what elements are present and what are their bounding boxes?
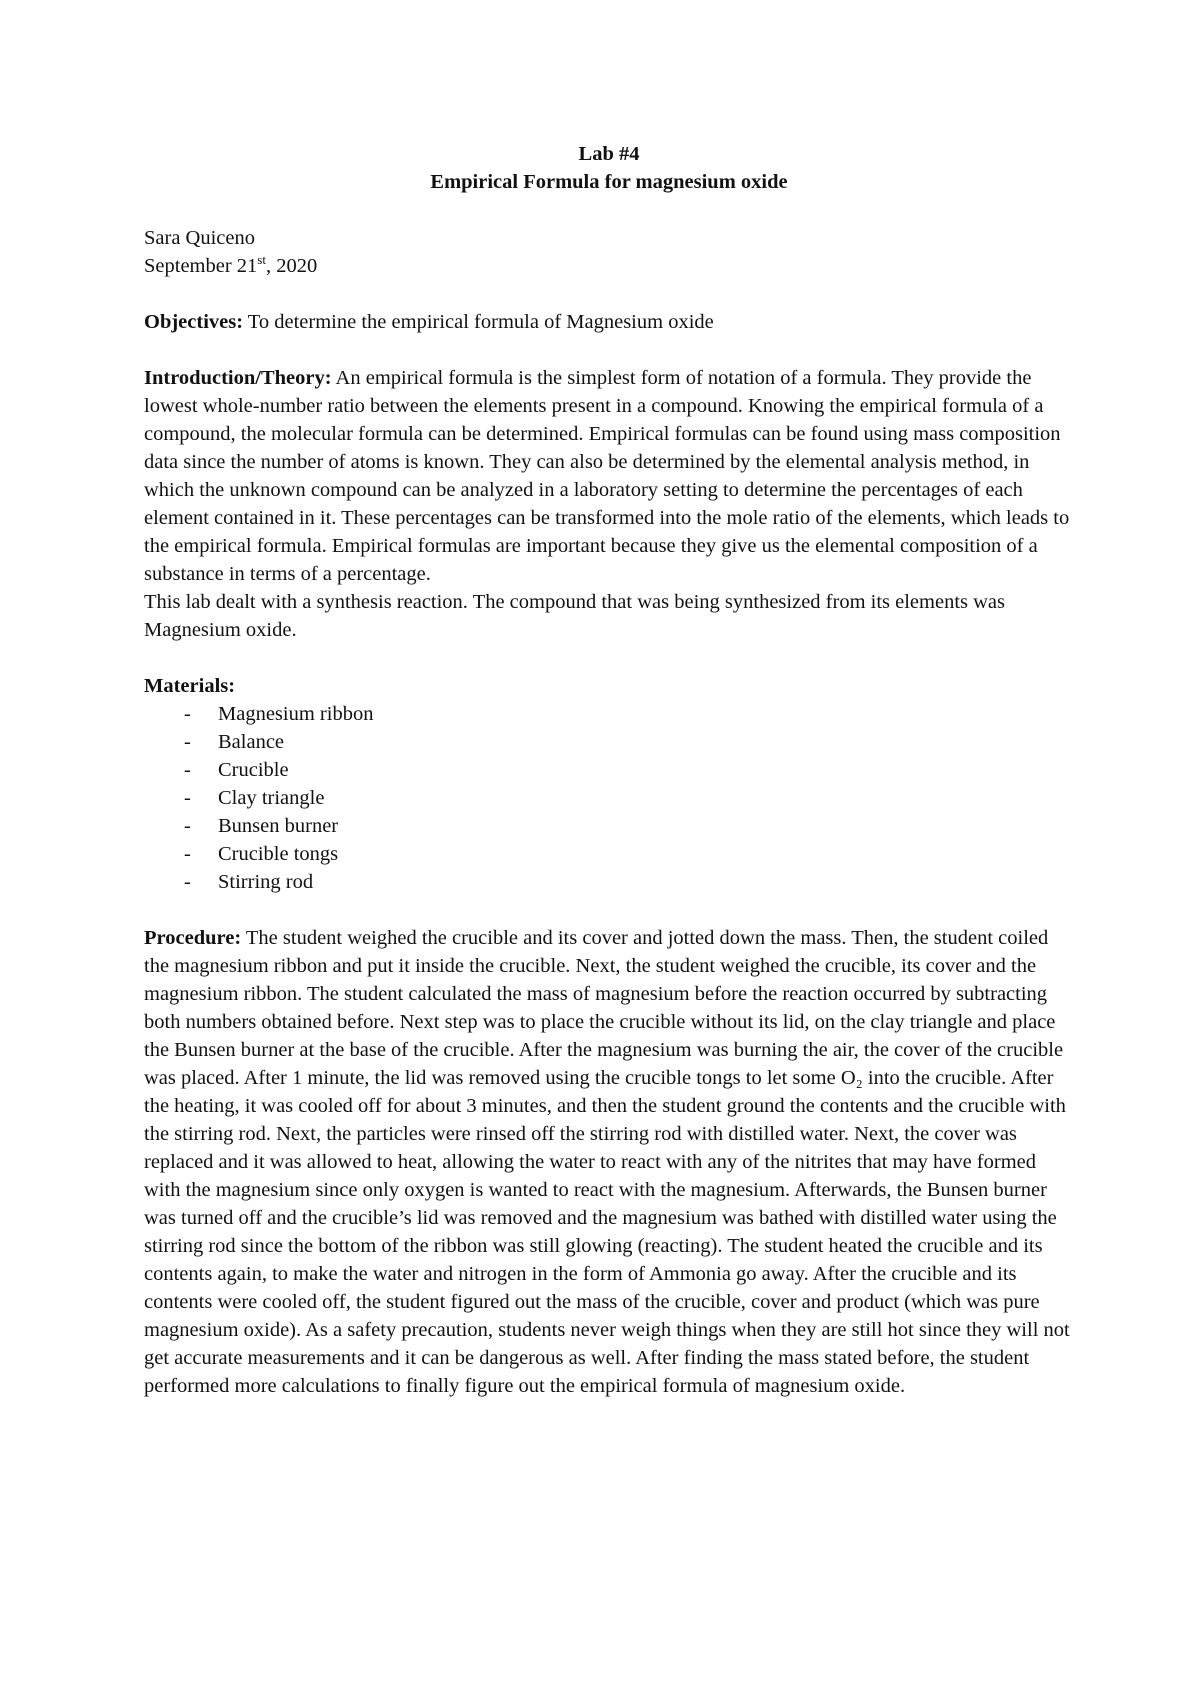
material-name: Magnesium ribbon	[218, 703, 374, 725]
spacer	[144, 336, 1074, 364]
list-item	[144, 728, 1074, 756]
list-item	[144, 756, 1074, 784]
materials-list	[144, 700, 1074, 896]
date-prefix: September 21	[144, 255, 258, 277]
material-name: Bunsen burner	[218, 815, 339, 837]
lab-number-heading: Lab #4	[578, 143, 640, 165]
list-dash: -	[184, 731, 191, 753]
introduction-section	[144, 364, 1074, 588]
introduction-paragraph-2: This lab dealt with a synthesis reaction. The compound that was being synthesized from its elements was Magnesium oxide.	[144, 591, 1005, 641]
objectives-label: Objectives:	[144, 311, 244, 333]
materials-label: Materials:	[144, 675, 236, 697]
date-ordinal-suffix: st	[257, 252, 266, 268]
material-name: Stirring rod	[218, 871, 314, 893]
list-item	[144, 812, 1074, 840]
spacer	[144, 280, 1074, 308]
list-dash: -	[184, 843, 191, 865]
objectives-section	[144, 308, 1074, 336]
material-name: Crucible tongs	[218, 843, 339, 865]
title-block	[144, 140, 1074, 196]
list-item	[144, 868, 1074, 896]
list-item	[144, 784, 1074, 812]
report-date	[144, 252, 1074, 280]
list-dash: -	[184, 703, 191, 725]
spacer	[144, 196, 1074, 224]
material-name: Balance	[218, 731, 285, 753]
procedure-text: The student weighed the crucible and its cover and jotted down the mass. Then, the student coiled the magnesium ribbon and put it inside the crucible. Next, the student weighed the crucible, its cover and the magnesium ribbon. The student calculated the mass of magnesium before the reaction occurred by subtracting both numbers obtained before. Next step was to place the crucible without its lid, on the clay triangle and place the Bunsen burner at the base of the crucible. After the magnesium was burning the air, the cover of the crucible was placed. After 1 minute, the lid was removed using the crucible tongs to let some O₂ into the crucible. After the heating, it was cooled off for about 3 minutes, and then the student ground the contents and the crucible with the stirring rod. Next, the particles were rinsed off the stirring rod with distilled water. Next, the cover was replaced and it was allowed to heat, allowing the water to react with any of the nitrites that may have formed with the magnesium since only oxygen is wanted to react with the magnesium. Afterwards, the Bunsen burner was turned off and the crucible’s lid was removed and the magnesium was bathed with distilled water using the stirring rod since the bottom of the ribbon was still glowing (reacting). The student heated the crucible and its contents again, to make the water and nitrogen in the form of Ammonia go away. After the crucible and its contents were cooled off, the student figured out the mass of the crucible, cover and product (which was pure magnesium oxide). As a safety precaution, students never weigh things when they are still hot since they will not get accurate measurements and it can be dangerous as well. After finding the mass stated before, the student performed more calculations to finally figure out the empirical formula of magnesium oxide.	[144, 927, 1070, 1397]
introduction-label: Introduction/Theory:	[144, 367, 332, 389]
spacer	[144, 644, 1074, 672]
objectives-text: To determine the empirical formula of Magnesium oxide	[243, 311, 714, 333]
procedure-label: Procedure:	[144, 927, 242, 949]
list-item	[144, 700, 1074, 728]
list-dash: -	[184, 871, 191, 893]
material-name: Clay triangle	[218, 787, 325, 809]
author-name: Sara Quiceno	[144, 227, 255, 249]
procedure-section	[144, 924, 1074, 1400]
list-dash: -	[184, 759, 191, 781]
list-item	[144, 840, 1074, 868]
document-page	[144, 140, 1074, 1400]
list-dash: -	[184, 815, 191, 837]
date-year: , 2020	[265, 255, 318, 277]
spacer	[144, 896, 1074, 924]
material-name: Crucible	[218, 759, 289, 781]
lab-title-heading: Empirical Formula for magnesium oxide	[430, 171, 788, 193]
introduction-text: An empirical formula is the simplest form of notation of a formula. They provide the lowest whole-number ratio between the elements present in a compound. Knowing the empirical formula of a compound, the molecular formula can be determined. Empirical formulas can be found using mass composition data since the number of atoms is known. They can also be determined by the elemental analysis method, in which the unknown compound can be analyzed in a laboratory setting to determine the percentages of each element contained in it. These percentages can be transformed into the mole ratio of the elements, which leads to the empirical formula. Empirical formulas are important because they give us the elemental composition of a substance in terms of a percentage.	[144, 367, 1070, 585]
list-dash: -	[184, 787, 191, 809]
